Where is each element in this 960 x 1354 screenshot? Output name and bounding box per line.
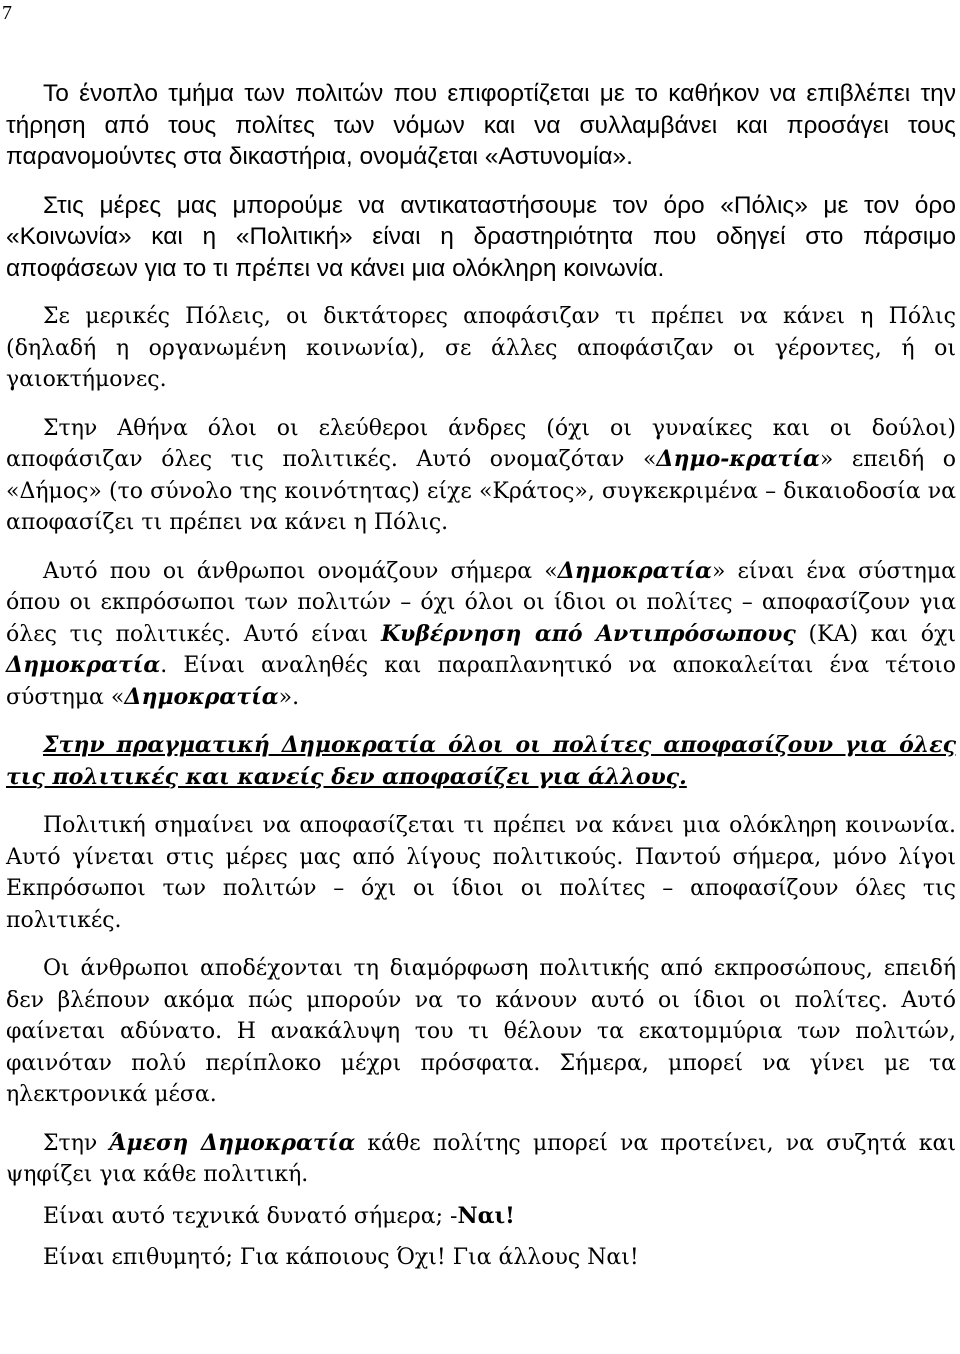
emphasis-democracy: Δημοκρατία (6, 652, 161, 678)
emphasis-direct-democracy: Άμεση Δημοκρατία (109, 1129, 356, 1156)
emphasis-representative-government: Κυβέρνηση από Αντιπρόσωπους (380, 620, 796, 647)
text-run: » επειδή ο «Δήμος» (το σύνολο της κοινότητας) είχε «Κράτος», συγκεκριμένα – δικαιοδοσία να αποφασίζει τι πρέπει να κάνει η Πόλις. (6, 447, 956, 535)
paragraph-athens (6, 413, 956, 539)
emphasis-yes: Ναι! (457, 1202, 515, 1229)
text-run: ». (278, 684, 300, 710)
text-run: » είναι ένα σύστημα όπου οι εκπρόσωποι των πολιτών – όχι όλοι οι ίδιοι οι πολίτες – αποφασίζουν για όλες τις πολιτικές. Αυτό είναι (6, 558, 956, 647)
text-run: Είναι αυτό τεχνικά δυνατό σήμερα; - (43, 1203, 458, 1229)
text-run: κάθε πολίτης μπορεί να προτείνει, να συζητά και ψηφίζει για κάθε πολιτική. (6, 1130, 956, 1187)
emphasis-democracy: Δημοκρατία (124, 683, 279, 710)
paragraph-real-democracy: Στην πραγματική Δημοκρατία όλοι οι πολίτες αποφασίζουν για όλες τις πολιτικές και κανείς δεν αποφασίζει για άλλους. (6, 732, 956, 790)
text-run: Στην (43, 1130, 110, 1156)
text-run: . Είναι αναληθές και παραπλανητικό να αποκαλείται ένα τέτοιο σύστημα « (6, 653, 956, 710)
paragraph-politics: Πολιτική σημαίνει να αποφασίζεται τι πρέπει να κάνει μια ολόκληρη κοινωνία. Αυτό γίνεται στις μέρες μας από λίγους πολιτικούς. Παντού σήμερα, μόνο λίγοι Εκπρόσωποι των πολιτών – όχι οι ίδιοι οι πολίτες – αποφασίζουν όλες τις πολιτικές. (6, 813, 956, 933)
paragraph-police: Το ένοπλο τμήμα των πολιτών που επιφορτίζεται με το καθήκον να επιβλέπει την τήρηση από τους πολίτες των νόμων και να συλλαμβάνει και προσάγει τους παρανομούντες στα δικαστήρια, ονομάζεται «Αστυνομία». (6, 80, 956, 170)
paragraph-dictators: Σε μερικές Πόλεις, οι δικτάτορες αποφάσιζαν τι πρέπει να κάνει η Πόλις (δηλαδή η οργανωμένη κοινωνία), σε άλλες αποφάσιζαν οι γέροντες, ή οι γαιοκτήμονες. (6, 304, 956, 392)
paragraph-modern-democracy (6, 556, 956, 714)
paragraph-direct-democracy (6, 1128, 956, 1191)
emphasis-demo-kratia: Δημο-κρατία (656, 446, 820, 472)
paragraph-desirable: Είναι επιθυμητό; Για κάποιους Όχι! Για άλλους Ναι! (43, 1245, 639, 1270)
emphasis-democracy: Δημοκρατία (557, 557, 712, 584)
text-run: Αυτό που οι άνθρωποι ονομάζουν σήμερα « (43, 558, 558, 584)
paragraph-society: Στις μέρες μας μπορούμε να αντικαταστήσουμε τον όρο «Πόλις» με τον όρο «Κοινωνία» και η «Πολιτική» είναι η δραστηριότητα που οδηγεί στο πάρσιμο αποφάσεων για το τι πρέπει να κάνει μια ολόκληρη κοινωνία. (6, 191, 956, 282)
document-body (6, 78, 956, 1274)
page-number: 7 (2, 2, 12, 24)
paragraph-technically-possible (6, 1201, 956, 1233)
text-run: (ΚΑ) και όχι (795, 621, 956, 647)
paragraph-representatives: Οι άνθρωποι αποδέχονται τη διαμόρφωση πολιτικής από εκπροσώπους, επειδή δεν βλέπουν ακόμα πώς μπορούν να το κάνουν αυτό οι ίδιοι οι πολίτες. Αυτό φαίνεται αδύνατο. Η ανακάλυψη του τι θέλουν τα εκατομμύρια των πολιτών, φαινόταν πολύ περίπλοκο μέχρι πρόσφατα. Σήμερα, μπορεί να γίνει με τα ηλεκτρονικά μέσα. (6, 956, 956, 1107)
text-run: Στην Αθήνα όλοι οι ελεύθεροι άνδρες (όχι οι γυναίκες και οι δούλοι) αποφάσιζαν όλες τις πολιτικές. Αυτό ονομαζόταν « (6, 415, 956, 472)
